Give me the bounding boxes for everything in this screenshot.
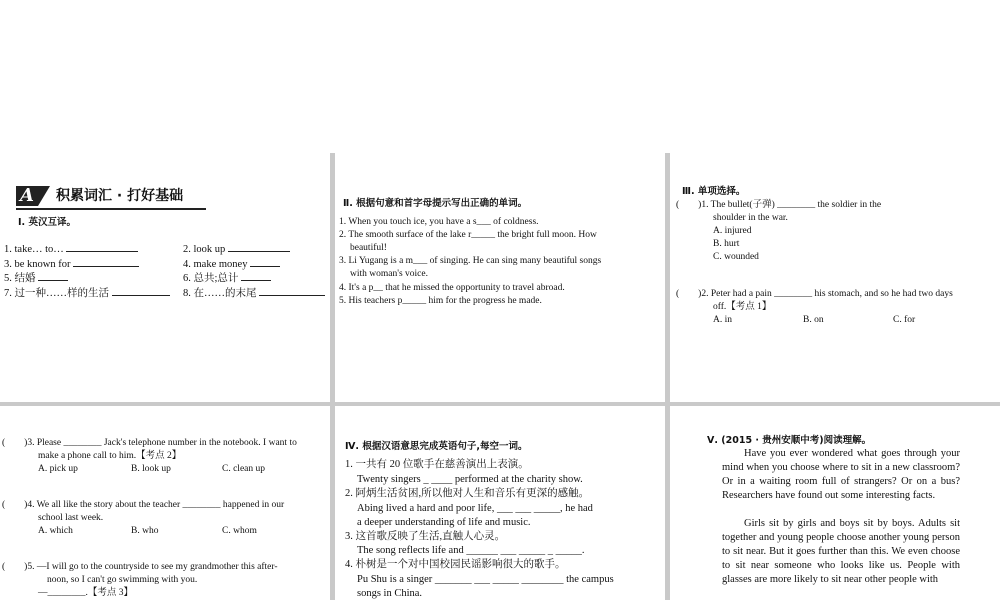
option-a[interactable]: A. injured — [713, 226, 752, 236]
chinese-prompt: 3. 这首歌反映了生活,直触人心灵。 — [345, 531, 506, 542]
option-b[interactable]: B. look up — [131, 464, 171, 474]
question-line: 1. When you touch ice, you have a s___ of coldness. — [339, 217, 539, 227]
question-line: with woman's voice. — [350, 269, 428, 279]
translation-completion-panel — [335, 406, 665, 600]
chinese-prompt: 2. 阿炳生活贫困,所以他对人生和音乐有更深的感触。 — [345, 488, 590, 499]
option-b[interactable]: B. hurt — [713, 239, 740, 249]
question-line: noon, so I can't go swimming with you. — [47, 575, 198, 585]
section-heading: Ⅳ. 根据汉语意思完成英语句子,每空一词。 — [345, 441, 528, 452]
vocab-item: 2. look up — [183, 241, 290, 257]
chinese-prompt: 4. 朴树是一个对中国校园民谣影响很大的歌手。 — [345, 559, 566, 570]
vocab-item: 3. be known for — [4, 256, 139, 272]
vocab-item: 4. make money — [183, 256, 280, 272]
passage-paragraph: Have you ever wondered what goes through your mind when you choose where to sit in a new classroom? Or in a waiting room full of strangers? Or on a bus? Researchers have found out some interesting facts. — [722, 448, 960, 501]
option-a[interactable]: A. pick up — [38, 464, 78, 474]
badge-arrow-icon — [38, 186, 50, 206]
multiple-choice-continued-panel — [0, 406, 330, 600]
question-line: ( )4. We all like the story about the teacher ________ happened in our — [2, 500, 285, 510]
answer-blank[interactable] — [112, 285, 170, 296]
vocabulary-panel — [0, 153, 330, 402]
question-line: make a phone call to him.【考点 2】 — [38, 451, 182, 461]
vocab-item: 5. 结婚 — [4, 270, 68, 286]
english-sentence: Pu Shu is a singer _______ ___ _____ ________ the campus — [357, 574, 614, 585]
option-b[interactable]: B. who — [131, 526, 159, 536]
passage-paragraph: Girls sit by girls and boys sit by boys. Adults sit together and young people choose another young person to sit near. But it goes further than this. We even choose to sit near someone who looks like us. People with glasses are more likely to sit near other people with — [722, 518, 960, 585]
top-blank-area — [0, 0, 1000, 153]
answer-blank[interactable] — [241, 270, 271, 281]
vocab-item: 6. 总共;总计 — [183, 270, 271, 286]
title-underline — [16, 208, 206, 210]
english-sentence: songs in China. — [357, 588, 423, 599]
question-line: ( )2. Peter had a pain ________ his stomach, and so he had two days — [676, 289, 953, 299]
question-line: 5. His teachers p_____ him for the progress he made. — [339, 296, 542, 306]
reading-comprehension-panel — [670, 406, 1000, 600]
question-line: off.【考点 1】 — [713, 302, 772, 312]
answer-blank[interactable] — [66, 241, 138, 252]
vocab-item: 1. take… to… — [4, 241, 138, 257]
section-heading: Ⅴ. (2015 · 贵州安顺中考)阅读理解。 — [707, 435, 872, 446]
vocab-item: 8. 在……的末尾 — [183, 285, 325, 301]
english-sentence: Twenty singers _ ____ performed at the charity show. — [357, 474, 583, 485]
option-c[interactable]: C. wounded — [713, 252, 759, 262]
question-line: 2. The smooth surface of the lake r_____ the bright full moon. How — [339, 230, 597, 240]
english-sentence: Abing lived a hard and poor life, ___ ___ _____, he had — [357, 503, 593, 514]
question-line: 4. It's a p__ that he missed the opportunity to travel abroad. — [339, 283, 565, 293]
section-logo — [16, 186, 206, 210]
answer-blank[interactable] — [38, 270, 68, 281]
option-c[interactable]: C. whom — [222, 526, 257, 536]
question-line: beautiful! — [350, 243, 387, 253]
question-line: ( )5. —I will go to the countryside to see my grandmother this after- — [2, 562, 278, 572]
question-line: 3. Li Yugang is a m___ of singing. He can sing many beautiful songs — [339, 256, 602, 266]
option-c[interactable]: C. clean up — [222, 464, 266, 474]
question-line: school last week. — [38, 513, 104, 523]
subheading-translation: Ⅰ. 英汉互译。 — [18, 217, 76, 228]
section-heading: Ⅱ. 根据句意和首字母提示写出正确的单词。 — [343, 198, 528, 209]
option-a[interactable]: A. in — [713, 315, 732, 325]
vocab-item: 7. 过一种……样的生活 — [4, 285, 170, 301]
section-letter-badge: A — [16, 186, 38, 206]
question-line: shoulder in the war. — [713, 213, 788, 223]
section-title: 积累词汇 · 打好基础 — [56, 188, 184, 204]
option-a[interactable]: A. which — [38, 526, 73, 536]
answer-blank[interactable] — [73, 256, 139, 267]
answer-blank[interactable] — [250, 256, 280, 267]
question-line: ( )1. The bullet(子弹) ________ the soldier in the — [676, 200, 882, 210]
answer-blank[interactable] — [228, 241, 290, 252]
word-completion-panel — [335, 153, 665, 402]
chinese-prompt: 1. 一共有 20 位歌手在慈善演出上表演。 — [345, 459, 529, 470]
question-line: —________.【考点 3】 — [38, 588, 134, 598]
answer-blank[interactable] — [259, 285, 325, 296]
english-sentence: The song reflects life and ______ ___ _____ _ _____. — [357, 545, 585, 556]
option-c[interactable]: C. for — [893, 315, 916, 325]
section-heading: Ⅲ. 单项选择。 — [682, 186, 746, 197]
question-line: ( )3. Please ________ Jack's telephone number in the notebook. I want to — [2, 438, 297, 448]
multiple-choice-panel — [670, 153, 1000, 402]
option-b[interactable]: B. on — [803, 315, 824, 325]
english-sentence: a deeper understanding of life and music. — [357, 517, 531, 528]
